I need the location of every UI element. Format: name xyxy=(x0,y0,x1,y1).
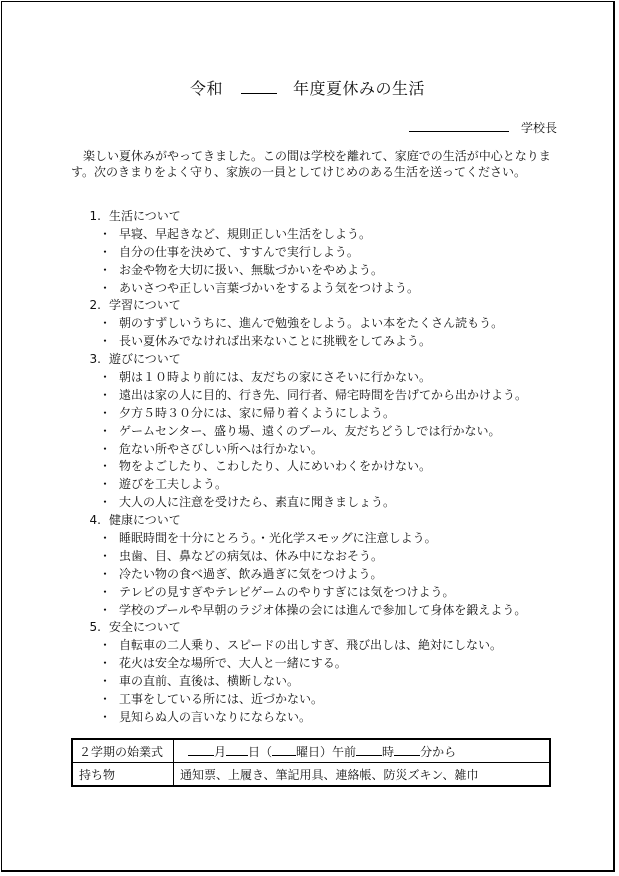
list-item xyxy=(71,441,571,459)
month-label: 月 xyxy=(214,744,227,759)
bullet: ・ xyxy=(99,495,112,510)
section-safety xyxy=(71,619,571,726)
principal-signature xyxy=(409,119,557,136)
bullet: ・ xyxy=(99,692,112,707)
item-text: 見知らぬ人の言いなりにならない。 xyxy=(119,709,312,724)
start-ceremony-value xyxy=(174,739,551,763)
list-item xyxy=(71,602,571,620)
bullet: ・ xyxy=(99,477,112,492)
list-item xyxy=(71,333,571,351)
list-item xyxy=(71,691,571,709)
list-item xyxy=(71,226,571,244)
bullet: ・ xyxy=(99,584,112,599)
section-title: 遊びについて xyxy=(109,352,181,367)
item-text: 工事をしている所には、近づかない。 xyxy=(119,692,324,707)
item-text: 大人の人に注意を受けたら、素直に聞きましょう。 xyxy=(119,495,396,510)
day-blank xyxy=(226,743,248,756)
section-title: 健康について xyxy=(109,513,181,528)
list-item xyxy=(71,584,571,602)
list-item xyxy=(71,262,571,280)
bullet: ・ xyxy=(99,405,112,420)
table-row xyxy=(72,739,550,763)
section-health xyxy=(71,512,571,619)
list-item xyxy=(71,566,571,584)
bullet: ・ xyxy=(99,387,112,402)
bullet: ・ xyxy=(99,459,112,474)
list-item xyxy=(71,280,571,298)
rules-list xyxy=(71,208,571,727)
item-text: 睡眠時間を十分にとろう。・光化学スモッグに注意しよう。 xyxy=(119,531,437,546)
section-study xyxy=(71,297,571,351)
item-text: 虫歯、目、鼻などの病気は、休み中になおそう。 xyxy=(119,548,384,563)
list-item xyxy=(71,494,571,512)
list-item xyxy=(71,458,571,476)
list-item xyxy=(71,655,571,673)
bullet: ・ xyxy=(99,656,112,671)
table-row xyxy=(72,763,550,787)
list-item xyxy=(71,387,571,405)
month-blank xyxy=(188,743,214,756)
bullet: ・ xyxy=(99,316,112,331)
bullet: ・ xyxy=(99,638,112,653)
item-text: 自転車の二人乗り、スピードの出しすぎ、飛び出しは、絶対にしない。 xyxy=(119,638,503,653)
item-text: 早寝、早起きなど、規則正しい生活をしよう。 xyxy=(119,226,372,241)
item-text: 学校のプールや早朝のラジオ体操の会には進んで参加して身体を鍛えよう。 xyxy=(119,602,527,617)
section-play xyxy=(71,351,571,512)
section-life xyxy=(71,208,571,297)
item-text: 花火は安全な場所で、大人と一緒にする。 xyxy=(119,656,347,671)
item-text: 冷たい物の食べ過ぎ、飲み過ぎに気をつけよう。 xyxy=(119,566,383,581)
list-item xyxy=(71,405,571,423)
page-title xyxy=(2,76,613,99)
section-title: 生活について xyxy=(109,209,181,223)
item-text: テレビの見すぎやテレビゲームのやりすぎには気をつけよう。 xyxy=(119,584,455,599)
year-blank xyxy=(241,78,277,94)
bullet: ・ xyxy=(99,334,112,349)
start-ceremony-label: ２学期の始業式 xyxy=(72,739,174,763)
item-text: 物をよごしたり、こわしたり、人にめいわくをかけない。 xyxy=(119,459,432,474)
item-text: 危ない所やさびしい所へは行かない。 xyxy=(119,441,324,456)
item-text: 自分の仕事を決めて、すすんで実行しよう。 xyxy=(119,244,359,259)
document-page xyxy=(1,1,615,872)
weekday-label: 曜日）午前 xyxy=(296,744,357,759)
principal-label: 学校長 xyxy=(520,121,557,135)
item-text: 夕方５時３０分には、家に帰り着くようにしよう。 xyxy=(119,405,396,420)
item-text: お金や物を大切に扱い、無駄づかいをやめよう。 xyxy=(119,262,384,277)
list-item xyxy=(71,673,571,691)
item-text: 遠出は家の人に目的、行き先、同行者、帰宅時間を告げてから出かけよう。 xyxy=(119,387,528,402)
item-text: ゲームセンター、盛り場、遠くのプール、友だちどうしでは行かない。 xyxy=(119,423,501,438)
title-suffix: 年度夏休みの生活 xyxy=(293,79,426,98)
bullet: ・ xyxy=(99,244,112,259)
bullet: ・ xyxy=(99,531,112,546)
list-item xyxy=(71,548,571,566)
section-title: 学習について xyxy=(109,298,181,313)
section-number: 3. xyxy=(89,352,101,367)
items-value: 通知票、上履き、筆記用具、連絡帳、防災ズキン、雑巾 xyxy=(174,763,551,787)
item-text: 長い夏休みでなければ出来ないことに挑戦をしてみよう。 xyxy=(119,334,432,349)
bullet: ・ xyxy=(99,262,112,277)
list-item xyxy=(71,637,571,655)
list-item xyxy=(71,530,571,548)
hour-blank xyxy=(356,743,382,756)
section-number: 5. xyxy=(89,620,101,635)
list-item xyxy=(71,244,571,262)
bullet: ・ xyxy=(99,280,112,295)
item-text: 遊びを工夫しよう。 xyxy=(119,477,228,492)
item-text: 朝のすずしいうちに、進んで勉強をしよう。よい本をたくさん読もう。 xyxy=(119,316,504,331)
bullet: ・ xyxy=(99,441,112,456)
bullet: ・ xyxy=(99,709,112,724)
intro-paragraph: 楽しい夏休みがやってきました。この間は学校を離れて、家庭での生活が中心となります。次のきまりをよく守り、家族の一員としてけじめのある生活を送ってください。 xyxy=(71,149,551,179)
minute-label: 分から xyxy=(420,744,457,759)
bullet: ・ xyxy=(99,566,112,581)
items-label: 持ち物 xyxy=(72,763,174,787)
info-table xyxy=(71,738,551,787)
weekday-blank xyxy=(272,743,296,756)
item-text: 車の直前、直後は、横断しない。 xyxy=(119,674,300,689)
list-item xyxy=(71,476,571,494)
bullet: ・ xyxy=(99,548,112,563)
list-item xyxy=(71,369,571,387)
section-number: 1. xyxy=(89,209,101,223)
list-item xyxy=(71,423,571,441)
title-prefix: 令和 xyxy=(189,79,223,98)
minute-blank xyxy=(394,743,420,756)
item-text: 朝は１０時より前には、友だちの家にさそいに行かない。 xyxy=(119,370,432,385)
bullet: ・ xyxy=(99,370,112,385)
item-text: あいさつや正しい言葉づかいをするよう気をつけよう。 xyxy=(119,280,420,295)
bullet: ・ xyxy=(99,674,112,689)
signature-line xyxy=(409,119,509,132)
section-number: 2. xyxy=(89,298,101,313)
section-number: 4. xyxy=(89,513,101,528)
section-title: 安全について xyxy=(109,620,181,635)
bullet: ・ xyxy=(99,602,112,617)
hour-label: 時 xyxy=(382,744,395,759)
bullet: ・ xyxy=(99,226,112,241)
bullet: ・ xyxy=(99,423,112,438)
list-item xyxy=(71,315,571,333)
day-label: 日（ xyxy=(248,744,273,759)
list-item xyxy=(71,709,571,727)
